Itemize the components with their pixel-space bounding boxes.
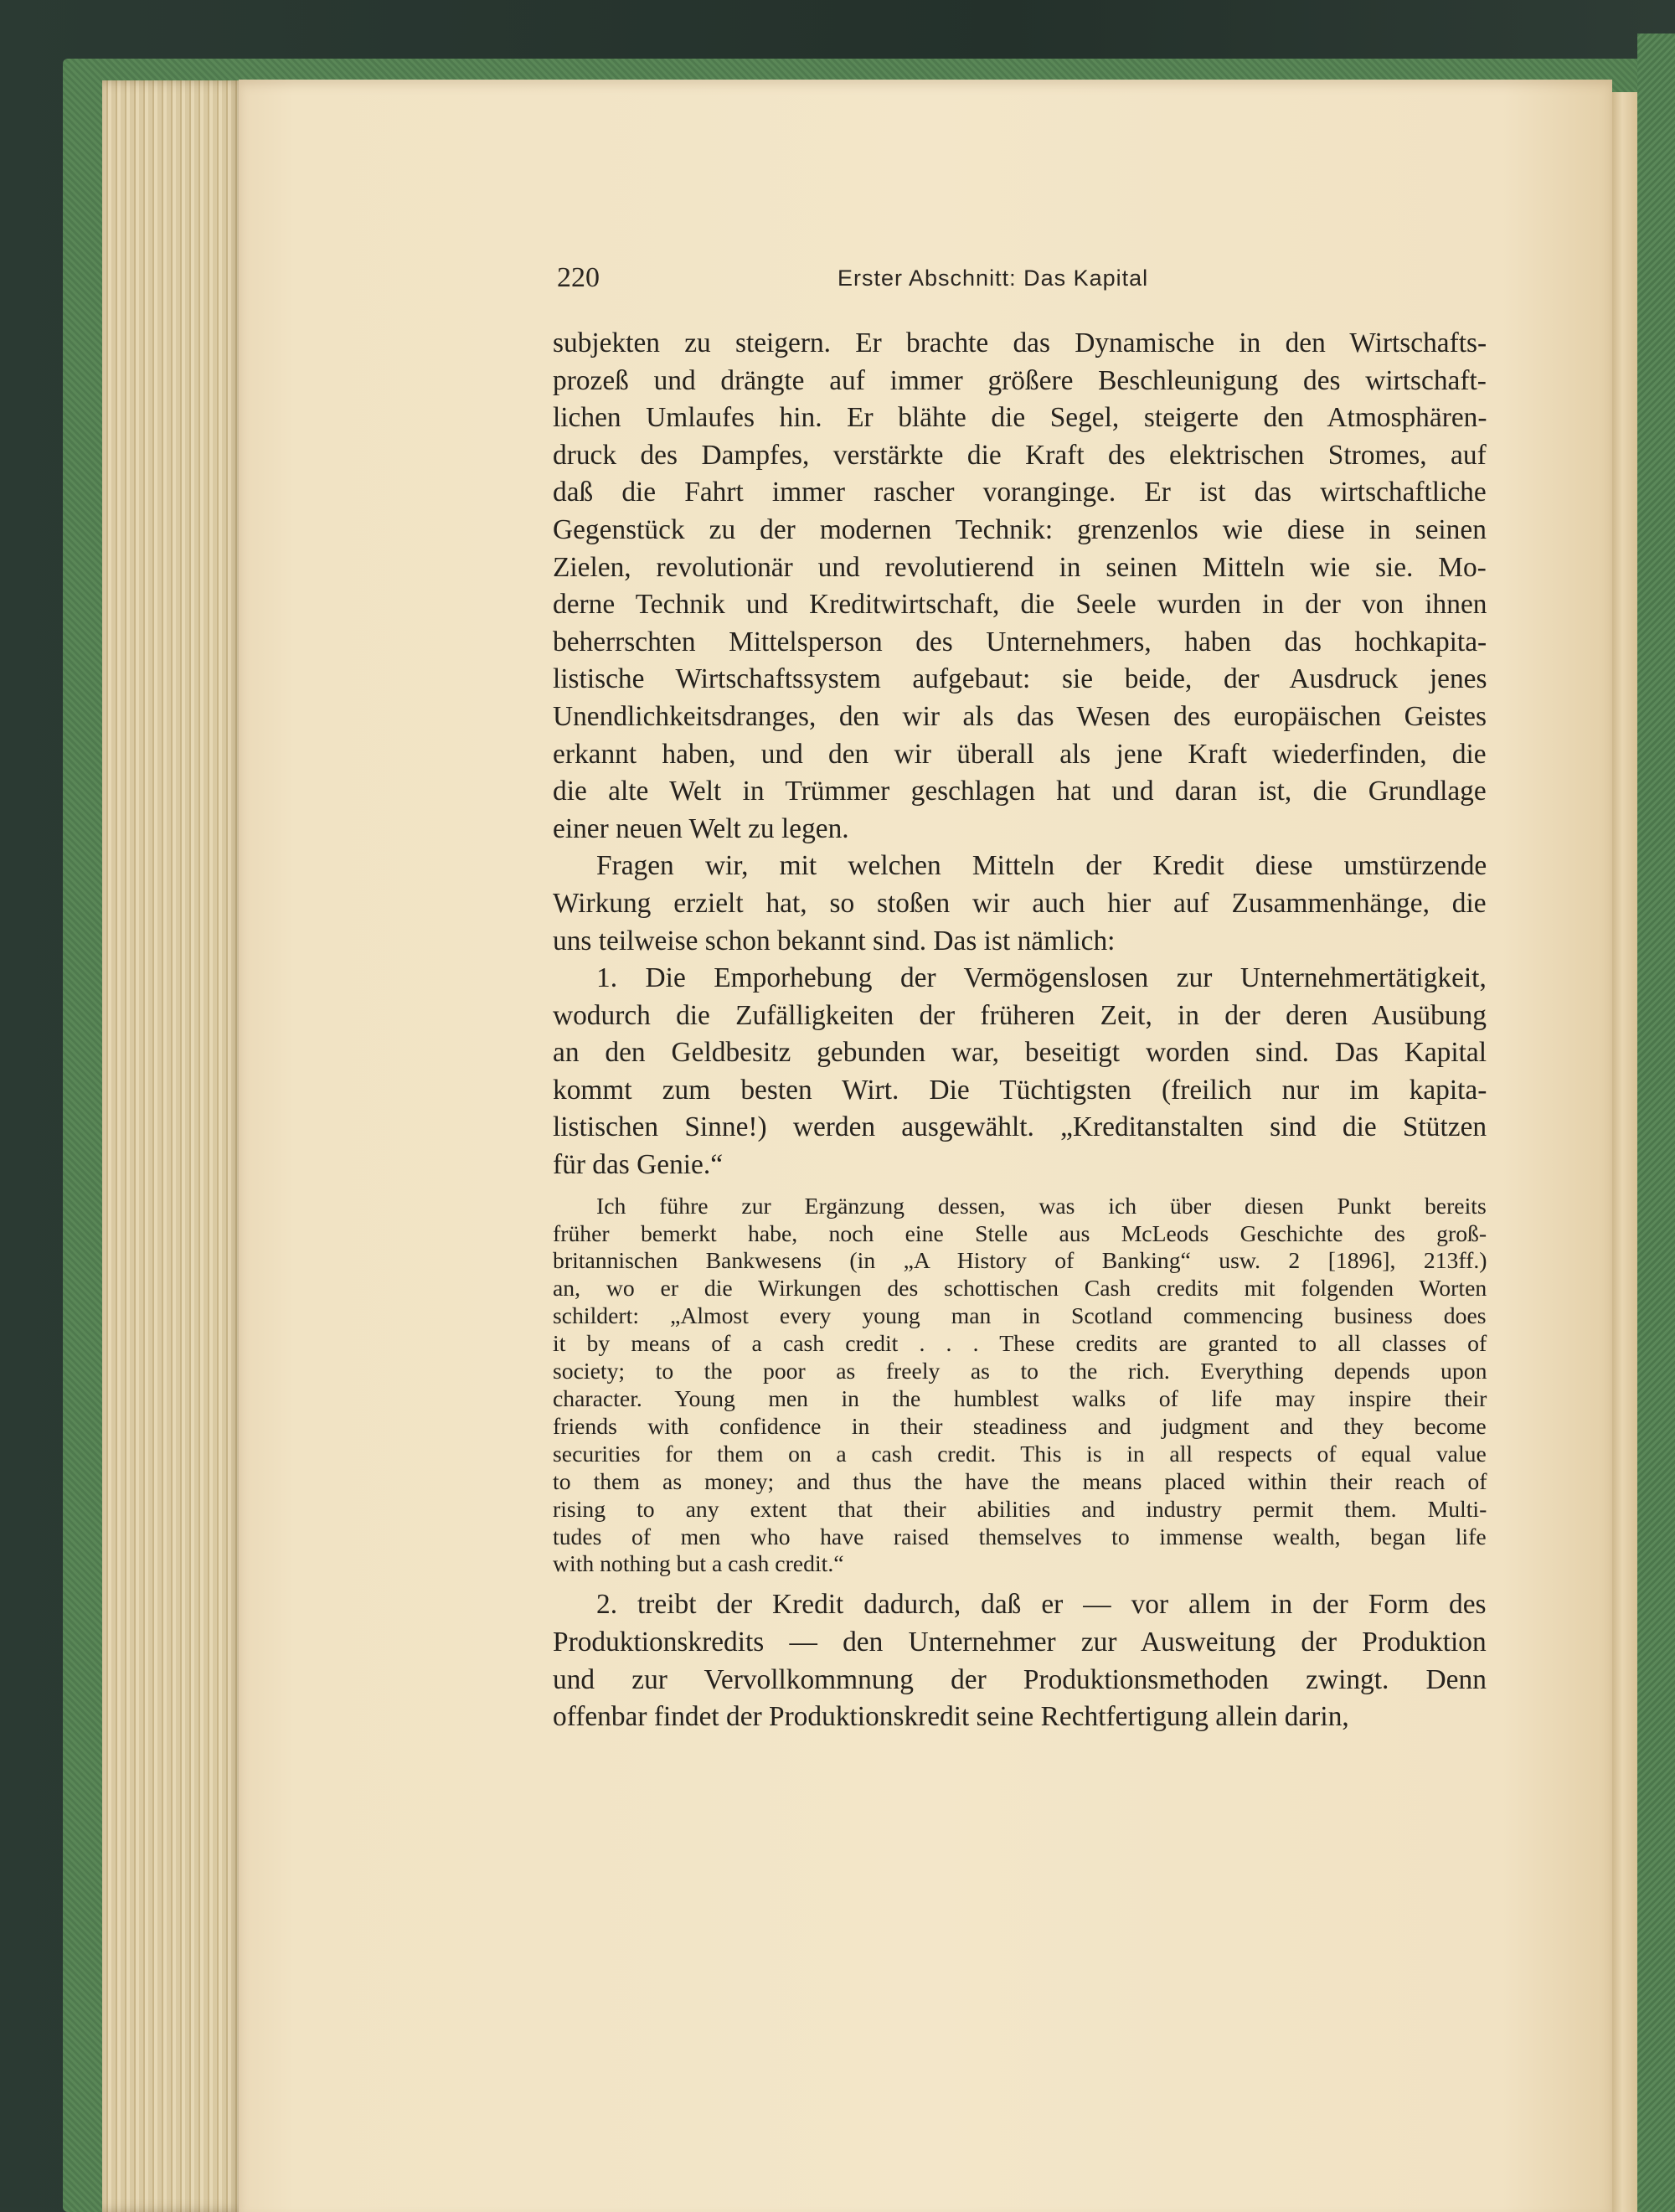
text-line: Produktionskredits — den Unternehmer zur Ausweitung der Produktion [553, 1626, 1487, 1658]
page-number: 220 [557, 262, 600, 293]
text-line: wodurch die Zufälligkeiten der früheren Zeit, in der deren Ausübung [553, 999, 1487, 1031]
page-text [553, 325, 1487, 1736]
text-line: die alte Welt in Trümmer geschlagen hat und daran ist, die Grundlage [553, 776, 1487, 807]
text-line: Gegenstück zu der modernen Technik: grenzenlos wie diese in seinen [553, 513, 1487, 545]
text-line: druck des Dampfes, verstärkte die Kraft des elektrischen Stromes, auf [553, 439, 1487, 471]
text-line: früher bemerkt habe, noch eine Stelle aus McLeods Geschichte des groß- [553, 1219, 1487, 1246]
running-title: Erster Abschnitt: Das Kapital [838, 266, 1149, 291]
text-line: an den Geldbesitz gebunden war, beseitigt worden sind. Das Kapital [553, 1037, 1487, 1069]
text-line: securities for them on a cash credit. This is in all respects of equal value [553, 1440, 1487, 1467]
text-line: kommt zum besten Wirt. Die Tüchtigsten (freilich nur im kapita- [553, 1074, 1487, 1106]
text-line: to them as money; and thus the have the means placed within their reach of [553, 1467, 1487, 1494]
text-line: character. Young men in the humblest walks of life may inspire their [553, 1385, 1487, 1411]
text-line: einer neuen Welt zu legen. [553, 812, 849, 844]
text-line: für das Genie.“ [553, 1149, 724, 1181]
text-line: Ich führe zur Ergänzung dessen, was ich über diesen Punkt bereits [596, 1192, 1487, 1219]
text-line: erkannt haben, und den wir überall als jene Kraft wiederfinden, die [553, 738, 1487, 770]
text-line: society; to the poor as freely as to the rich. Everything depends upon [553, 1358, 1487, 1384]
paragraph-3 [553, 960, 1487, 1184]
text-line: 1. Die Emporhebung der Vermögenslosen zur Unternehmertätigkeit, [596, 962, 1487, 994]
paragraph-2 [553, 848, 1487, 960]
text-line: beherrschten Mittelsperson des Unternehmers, haben das hochkapita- [553, 626, 1487, 657]
text-line: listischen Sinne!) werden ausgewählt. „Kreditanstalten sind die Stützen [553, 1111, 1487, 1143]
text-line: with nothing but a cash credit.“ [553, 1550, 844, 1577]
text-line: prozeß und drängte auf immer größere Beschleunigung des wirtschaft- [553, 364, 1487, 396]
text-line: tudes of men who have raised themselves to immense wealth, began life [553, 1523, 1487, 1549]
book-cover-edge-right [1637, 34, 1675, 2212]
text-line: daß die Fahrt immer rascher voranginge. Er ist das wirtschaftliche [553, 477, 1487, 508]
text-line: an, wo er die Wirkungen des schottischen Cash credits mit folgenden Worten [553, 1275, 1487, 1302]
text-line: offenbar findet der Produktionskredit seine Rechtfertigung allein darin, [553, 1701, 1349, 1733]
text-line: friends with confidence in their steadiness and judgment and they become [553, 1412, 1487, 1439]
text-line: lichen Umlaufes hin. Er blähte die Segel, steigerte den Atmosphären- [553, 402, 1487, 434]
text-line: uns teilweise schon bekannt sind. Das ist nämlich: [553, 925, 1116, 956]
running-head [557, 262, 1277, 296]
text-line: und zur Vervollkommnung der Produktionsmethoden zwingt. Denn [553, 1663, 1487, 1695]
paragraph-1 [553, 325, 1487, 848]
text-line: subjekten zu steigern. Er brachte das Dynamische in den Wirtschafts- [553, 327, 1487, 358]
text-line: schildert: „Almost every young man in Scotland commencing business does [553, 1302, 1487, 1329]
text-line: derne Technik und Kreditwirtschaft, die Seele wurden in der von ihnen [553, 589, 1487, 621]
facing-page-sliver [1612, 92, 1637, 2212]
text-line: Wirkung erzielt hat, so stoßen wir auch hier auf Zusammenhänge, die [553, 887, 1487, 919]
text-line: 2. treibt der Kredit dadurch, daß er — vor allem in der Form des [596, 1589, 1487, 1621]
stacked-page-edges [102, 80, 245, 2212]
text-line: listische Wirtschaftssystem aufgebaut: sie beide, der Ausdruck jenes [553, 663, 1487, 695]
text-line: rising to any extent that their abilities and industry permit them. Multi- [553, 1495, 1487, 1522]
text-line: Fragen wir, mit welchen Mitteln der Kredit diese umstürzende [596, 850, 1487, 882]
text-line: Unendlichkeitsdranges, den wir als das Wesen des europäischen Geistes [553, 700, 1487, 732]
text-line: it by means of a cash credit . . . These credits are granted to all classes of [553, 1330, 1487, 1357]
text-line: Zielen, revolutionär und revolutierend in seinen Mitteln wie sie. Mo- [553, 551, 1487, 583]
footnote-paragraph [553, 1193, 1487, 1579]
text-line: britannischen Bankwesens (in „A History of Banking“ usw. 2 [1896], 213ff.) [553, 1247, 1487, 1274]
paragraph-4 [553, 1586, 1487, 1735]
